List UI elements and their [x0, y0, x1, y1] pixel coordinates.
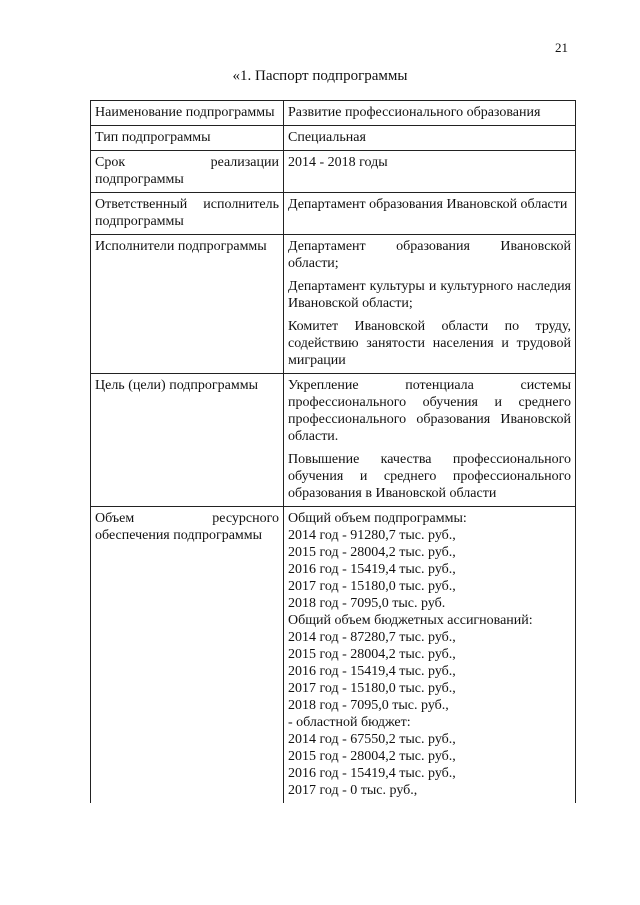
funding-line: 2017 год - 0 тыс. руб., — [288, 783, 418, 798]
funding-line: 2015 год - 28004,2 тыс. руб., — [288, 545, 456, 560]
table-row — [91, 151, 576, 193]
page-number: 21 — [555, 40, 568, 55]
row-label-funding: Объем ресурсного обеспечения подпрограммы — [91, 507, 284, 804]
funding-line: 2016 год - 15419,4 тыс. руб., — [288, 664, 456, 679]
table-row — [91, 101, 576, 126]
funding-line: 2017 год - 15180,0 тыс. руб., — [288, 681, 456, 696]
row-label-goals: Цель (цели) подпрограммы — [91, 374, 284, 507]
funding-line: 2014 год - 87280,7 тыс. руб., — [288, 630, 456, 645]
funding-line: 2016 год - 15419,4 тыс. руб., — [288, 766, 456, 781]
funding-line: 2015 год - 28004,2 тыс. руб., — [288, 749, 456, 764]
row-value-name: Развитие профессионального образования — [284, 101, 576, 126]
table-row — [91, 507, 576, 804]
table-row — [91, 374, 576, 507]
goal-item: Укрепление потенциала системы профессионального обучения и среднего профессионального образования Ивановской области. — [288, 378, 571, 444]
row-label-name: Наименование подпрограммы — [91, 101, 284, 126]
funding-line: 2015 год - 28004,2 тыс. руб., — [288, 647, 456, 662]
funding-line: 2014 год - 67550,2 тыс. руб., — [288, 732, 456, 747]
row-label-executors: Исполнители подпрограммы — [91, 235, 284, 374]
executor-item: Департамент образования Ивановской области; — [288, 239, 571, 271]
table-row — [91, 235, 576, 374]
funding-line: 2017 год - 15180,0 тыс. руб., — [288, 579, 456, 594]
funding-line: 2018 год - 7095,0 тыс. руб. — [288, 596, 446, 611]
row-value-responsible: Департамент образования Ивановской области — [284, 193, 576, 235]
row-value-executors — [284, 235, 576, 374]
executor-item: Департамент культуры и культурного наследия Ивановской области; — [288, 279, 571, 311]
passport-table — [90, 100, 576, 803]
table-row — [91, 126, 576, 151]
term-label-line-1: Срок реализации — [95, 155, 279, 170]
row-value-funding — [284, 507, 576, 804]
goal-item: Повышение качества профессионального обучения и среднего профессионального образования в Ивановской области — [288, 452, 571, 501]
row-label-term — [91, 151, 284, 193]
table-row — [91, 193, 576, 235]
funding-line: - областной бюджет: — [288, 715, 411, 730]
section-title: «1. Паспорт подпрограммы — [232, 68, 408, 84]
funding-line: 2018 год - 7095,0 тыс. руб., — [288, 698, 449, 713]
funding-line: 2014 год - 91280,7 тыс. руб., — [288, 528, 456, 543]
funding-line: Общий объем подпрограммы: — [288, 511, 467, 526]
row-value-type: Специальная — [284, 126, 576, 151]
funding-line: 2016 год - 15419,4 тыс. руб., — [288, 562, 456, 577]
executor-item: Комитет Ивановской области по труду, содействию занятости населения и трудовой миграции — [288, 319, 571, 368]
row-label-responsible: Ответственный исполнитель подпрограммы — [91, 193, 284, 235]
term-label-line-2: подпрограммы — [95, 172, 184, 187]
row-value-goals — [284, 374, 576, 507]
row-value-term: 2014 - 2018 годы — [284, 151, 576, 193]
funding-line: Общий объем бюджетных ассигнований: — [288, 613, 533, 628]
row-label-type: Тип подпрограммы — [91, 126, 284, 151]
